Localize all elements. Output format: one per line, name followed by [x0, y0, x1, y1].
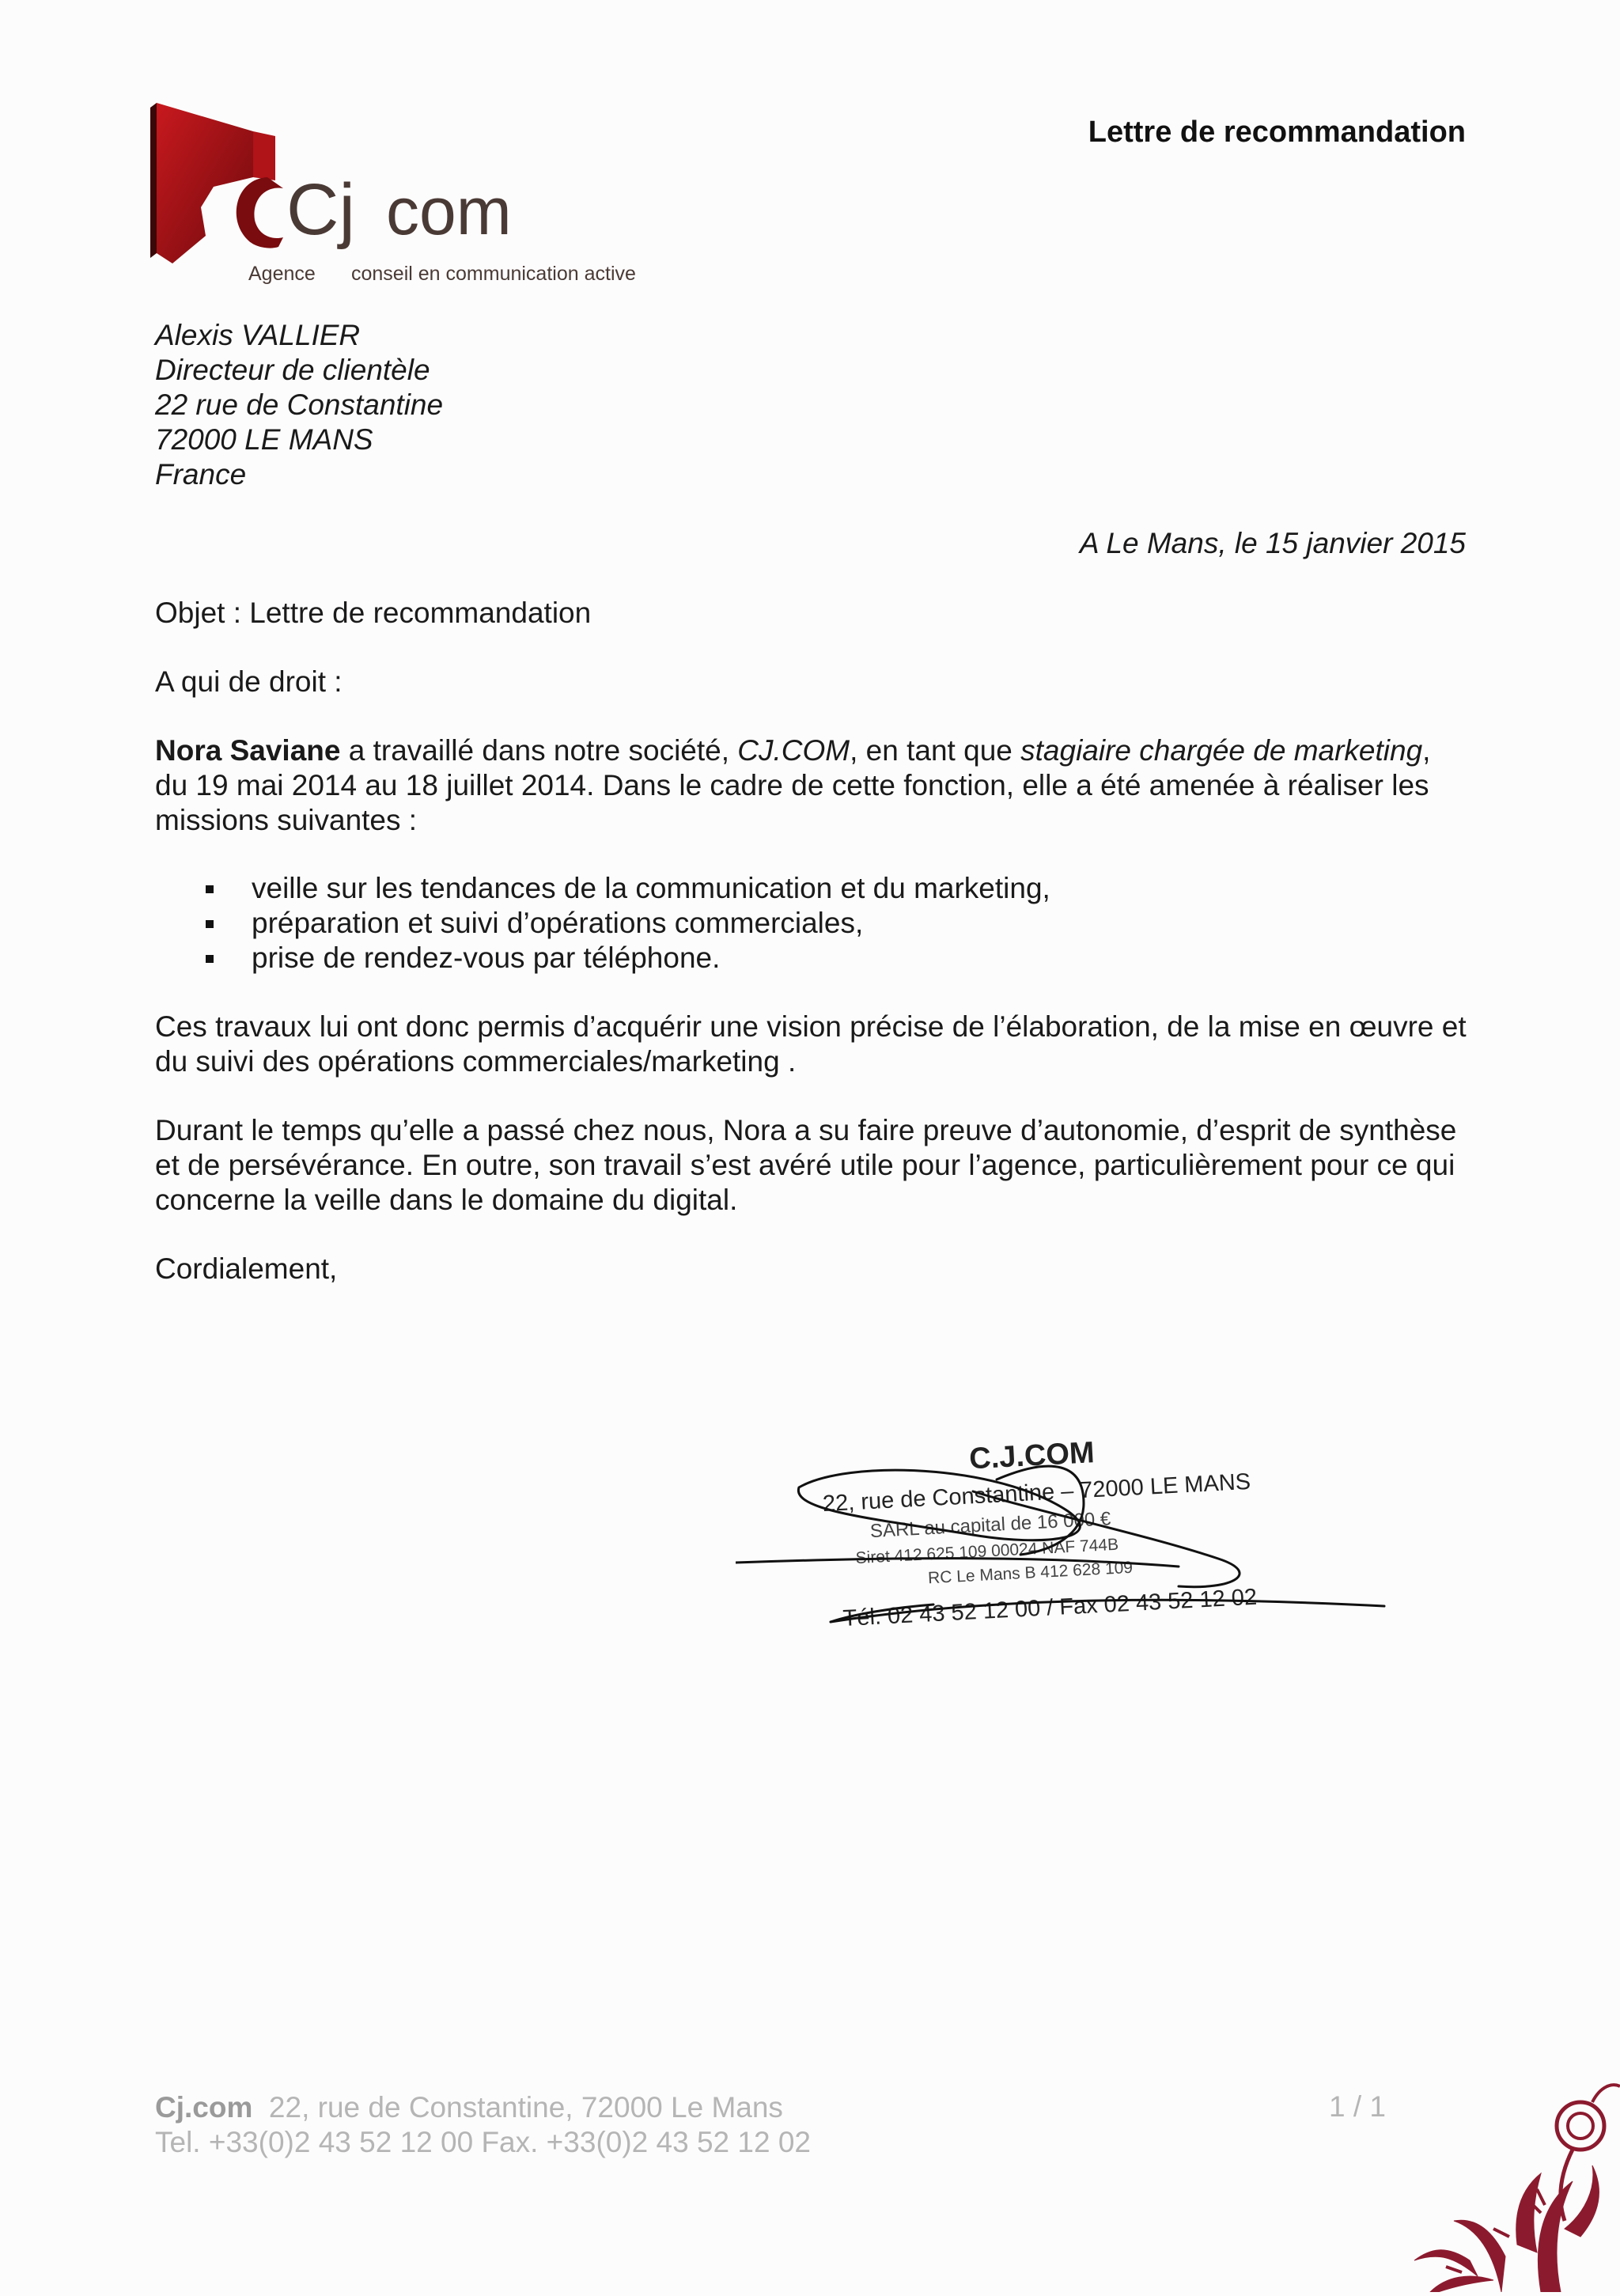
sender-street: 22 rue de Constantine [155, 388, 444, 421]
list-item: prise de rendez-vous par téléphone. [202, 941, 1050, 976]
stamp-phone: Tél. 02 43 52 12 00 / Fax 02 43 52 12 02 [842, 1584, 1258, 1632]
stamp-address: 22, rue de Constantine – 72000 LE MANS [822, 1468, 1251, 1517]
sender-country: France [155, 458, 247, 491]
company-stamp [736, 1416, 1400, 1638]
letter-greeting: A qui de droit : [155, 665, 343, 698]
stamp-company: C.J.COM [968, 1436, 1096, 1476]
intern-role: stagiaire chargée de marketing [1020, 734, 1423, 767]
footer-contact: Tel. +33(0)2 43 52 12 00 Fax. +33(0)2 43 52 12 02 [155, 2126, 811, 2158]
letter-footer [155, 2090, 811, 2160]
footer-address: 22, rue de Constantine, 72000 Le Mans [268, 2091, 783, 2124]
page-number: 1 / 1 [1329, 2090, 1386, 2123]
para1-text-2: , en tant que [850, 734, 1021, 767]
list-item: veille sur les tendances de la communication et du marketing, [202, 871, 1050, 906]
sender-name: Alexis VALLIER [155, 319, 361, 351]
letter-subject: Objet : Lettre de recommandation [155, 597, 592, 629]
para1-text-1: a travaillé dans notre société, [340, 734, 738, 767]
body-paragraph-1 [155, 733, 1468, 838]
floral-ornament [1383, 2055, 1620, 2292]
para1-text-3: , du 19 mai 2014 au 18 juillet 2014. Dans le cadre de cette fonction, elle a été amenée à réaliser les missions suivantes : [155, 734, 1431, 836]
logo-tagline: conseil en communication active [351, 263, 636, 285]
letter-date: A Le Mans, le 15 janvier 2015 [1079, 527, 1466, 559]
body-paragraph-3: Durant le temps qu’elle a passé chez nous, Nora a su faire preuve d’autonomie, d’esprit de synthèse et de persévérance. En outre, son travail s’est avéré utile pour l’agence, particulièrement pour ce qui concerne la veille dans le domaine du digital. [155, 1114, 1457, 1216]
stamp-rc: RC Le Mans B 412 628 109 [927, 1558, 1134, 1588]
stamp-siret: Siret 412 625 109 00024 NAF 744B [855, 1535, 1119, 1568]
company-name: CJ.COM [737, 734, 850, 767]
logo-tagline-agence: Agence [248, 263, 316, 285]
missions-list [202, 871, 1050, 976]
logo-brand-com: com [386, 174, 512, 248]
company-logo [150, 101, 657, 291]
cjcom-logo-icon [150, 101, 657, 291]
floral-ornament-icon [1383, 2055, 1620, 2292]
sender-role: Directeur de clientèle [155, 354, 430, 386]
list-item: préparation et suivi d’opérations commerciales, [202, 906, 1050, 941]
intern-name: Nora Saviane [155, 734, 341, 767]
logo-brand-cj: Cj [286, 169, 355, 250]
document-title: Lettre de recommandation [1088, 116, 1466, 149]
sender-address [155, 318, 443, 492]
sender-city: 72000 LE MANS [155, 423, 373, 456]
footer-brand: Cj.com [155, 2091, 253, 2124]
stamp-capital: SARL au capital de 16 000 € [869, 1508, 1111, 1543]
letter-closing: Cordialement, [155, 1252, 338, 1285]
body-paragraph-2: Ces travaux lui ont donc permis d’acquérir une vision précise de l’élaboration, de la mise en œuvre et du suivi des opérations commerciales/marketing . [155, 1010, 1467, 1078]
